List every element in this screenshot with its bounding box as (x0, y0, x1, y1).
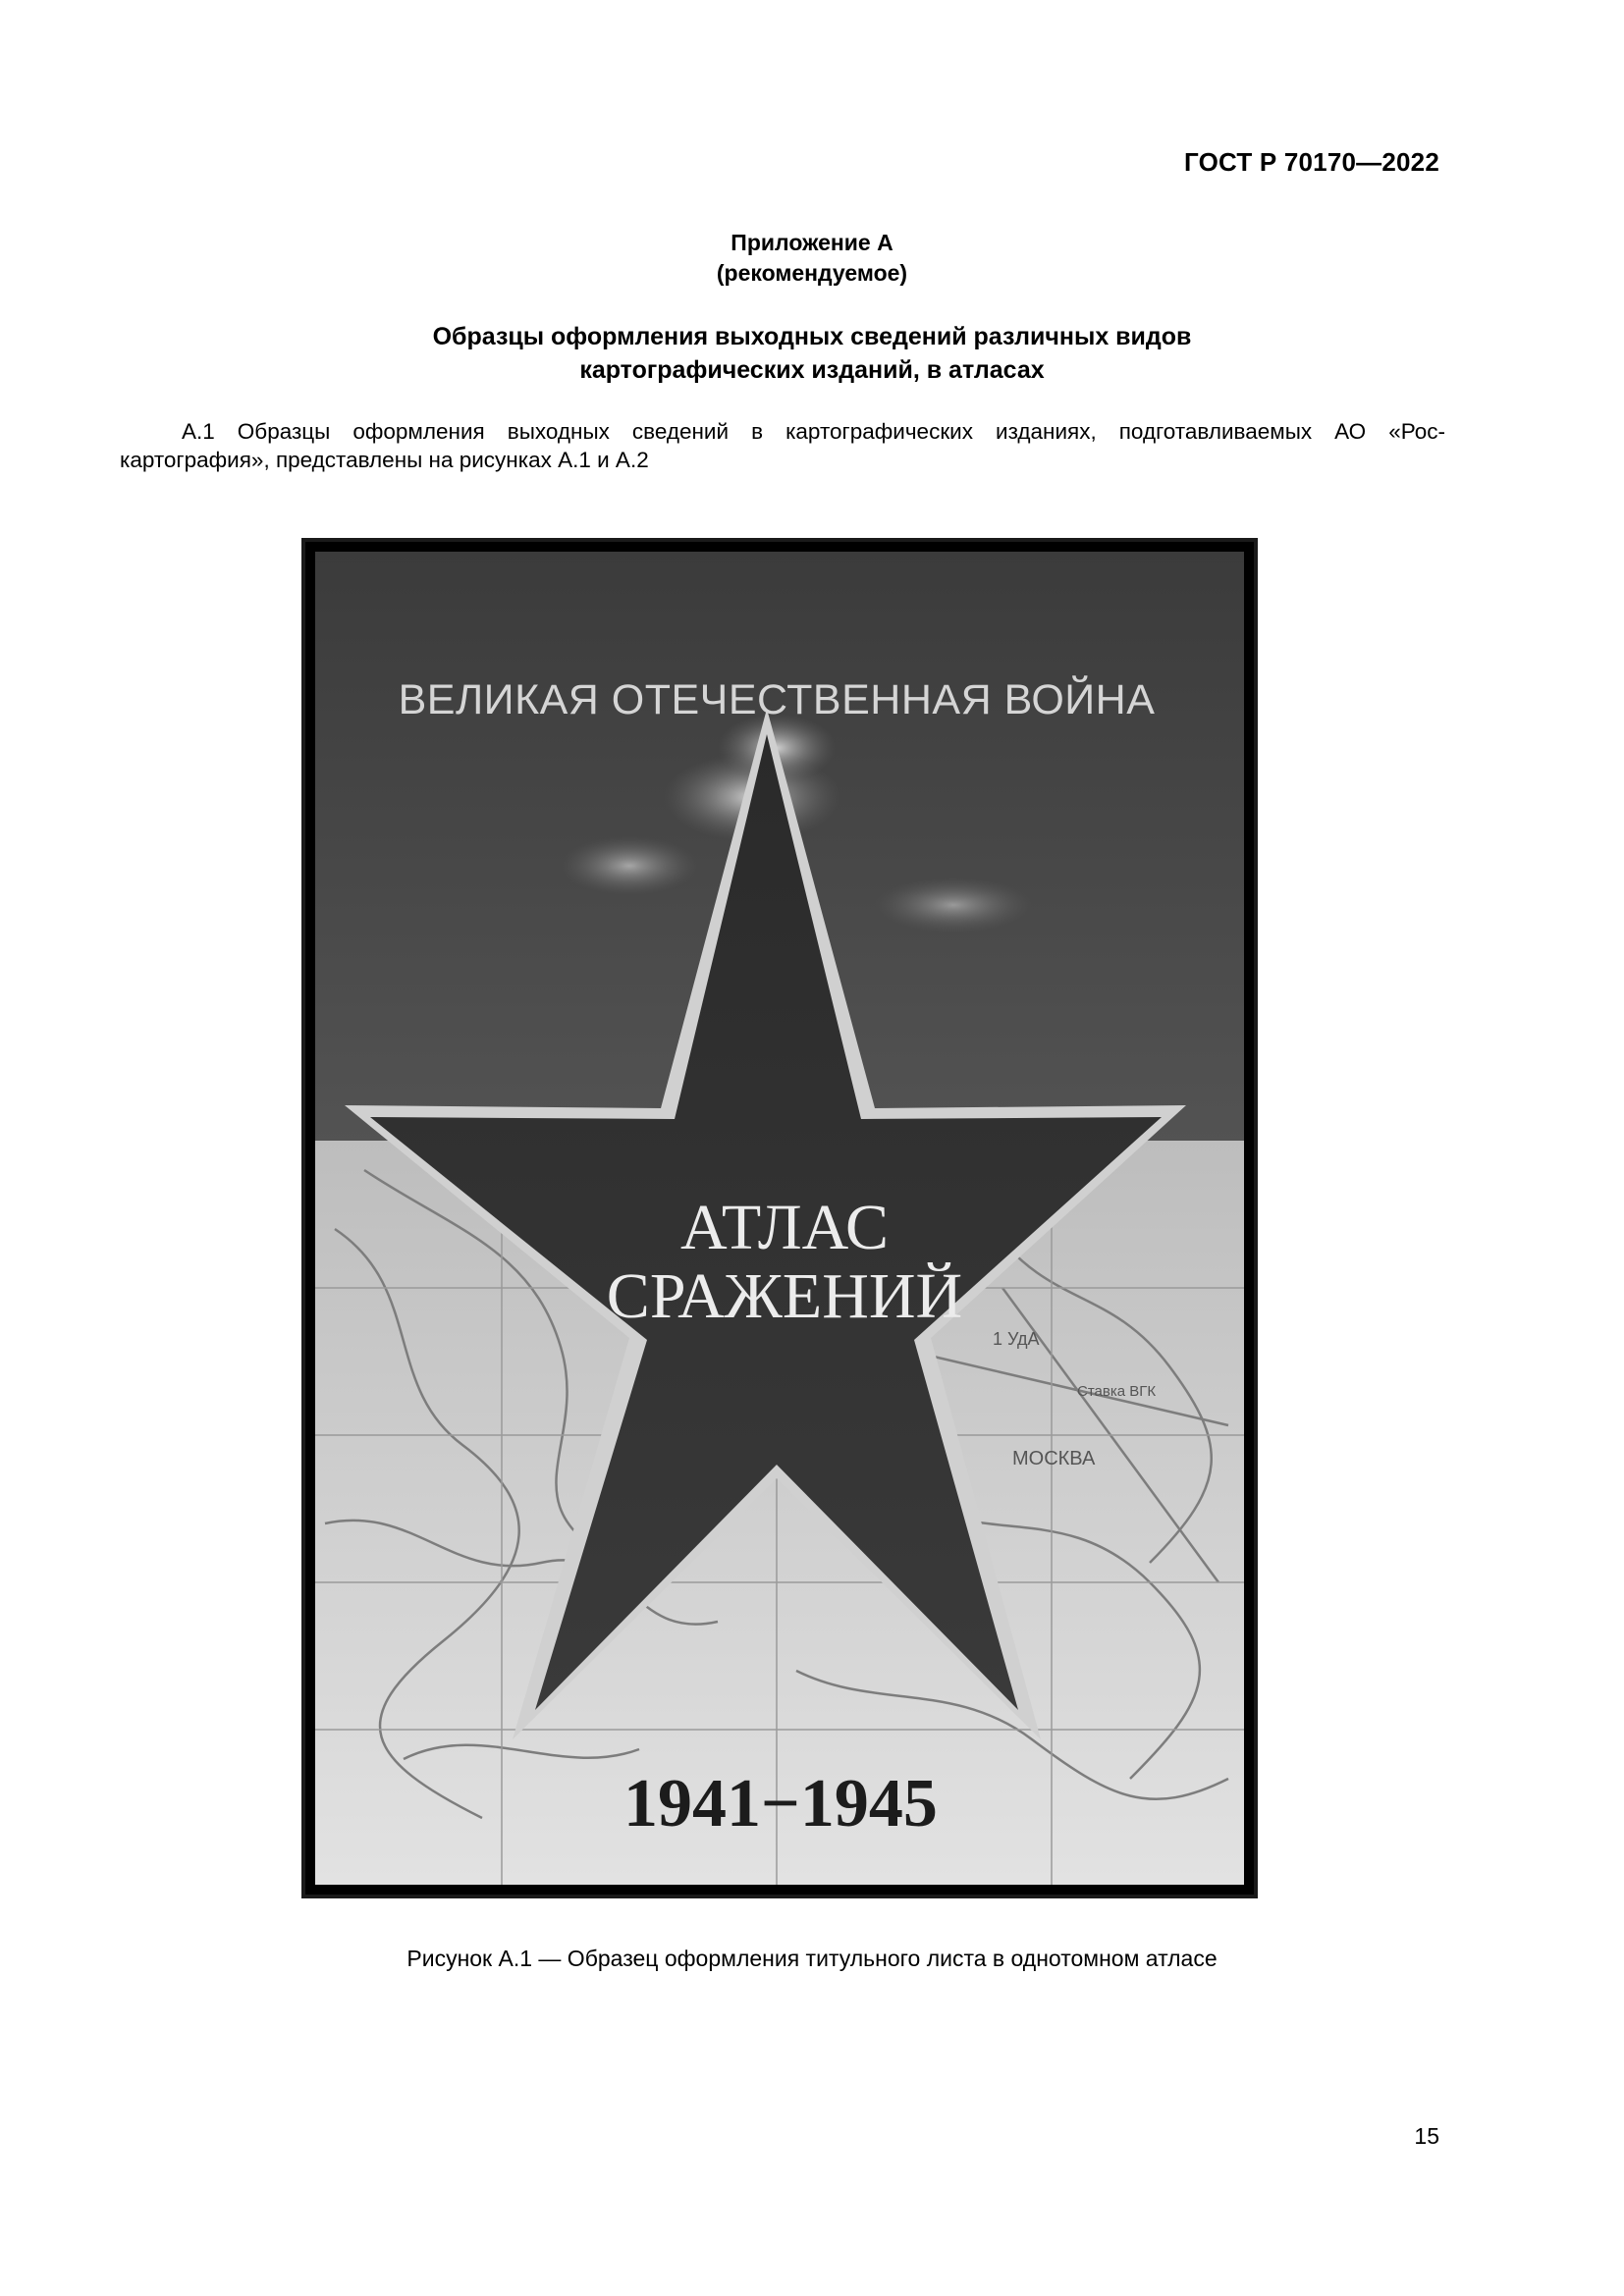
standard-code: ГОСТ Р 70170—2022 (1184, 147, 1439, 177)
map-label-ud: 1 УдА (993, 1329, 1040, 1349)
page-number: 15 (1414, 2123, 1439, 2149)
appendix-label: Приложение А (731, 230, 893, 255)
cover-title-line1: АТЛАС (679, 1192, 890, 1263)
section-title-line2: картографических изданий, в атласах (579, 356, 1045, 384)
section-title-line1: Образцы оформления выходных сведений различных видов (432, 323, 1192, 350)
body-paragraph (120, 417, 1445, 474)
smoke-cloud (875, 878, 1032, 933)
cover-years: 1941−1945 (623, 1766, 938, 1842)
appendix-heading (0, 228, 1624, 289)
atlas-cover-figure (301, 538, 1258, 1898)
map-label-stavka: Ставка ВГК (1077, 1383, 1157, 1400)
appendix-status: (рекомендуемое) (716, 260, 908, 286)
section-title (0, 320, 1624, 387)
map-label-moscow: МОСКВА (1012, 1448, 1096, 1469)
paragraph-line2: картография», представлены на рисунках А.1 и А.2 (120, 448, 649, 472)
cover-top-title: ВЕЛИКАЯ ОТЕЧЕСТВЕННАЯ ВОЙНА (398, 676, 1156, 723)
cover-title-line2: СРАЖЕНИЙ (606, 1260, 963, 1332)
figure-caption: Рисунок А.1 — Образец оформления титульного листа в однотомном атласе (406, 1946, 1218, 1971)
smoke-cloud (561, 836, 698, 895)
atlas-cover-image (305, 542, 1254, 1895)
paragraph-line1: А.1 Образцы оформления выходных сведений в картографических изданиях, подготавливаемых АО «Рос- (182, 419, 1445, 444)
